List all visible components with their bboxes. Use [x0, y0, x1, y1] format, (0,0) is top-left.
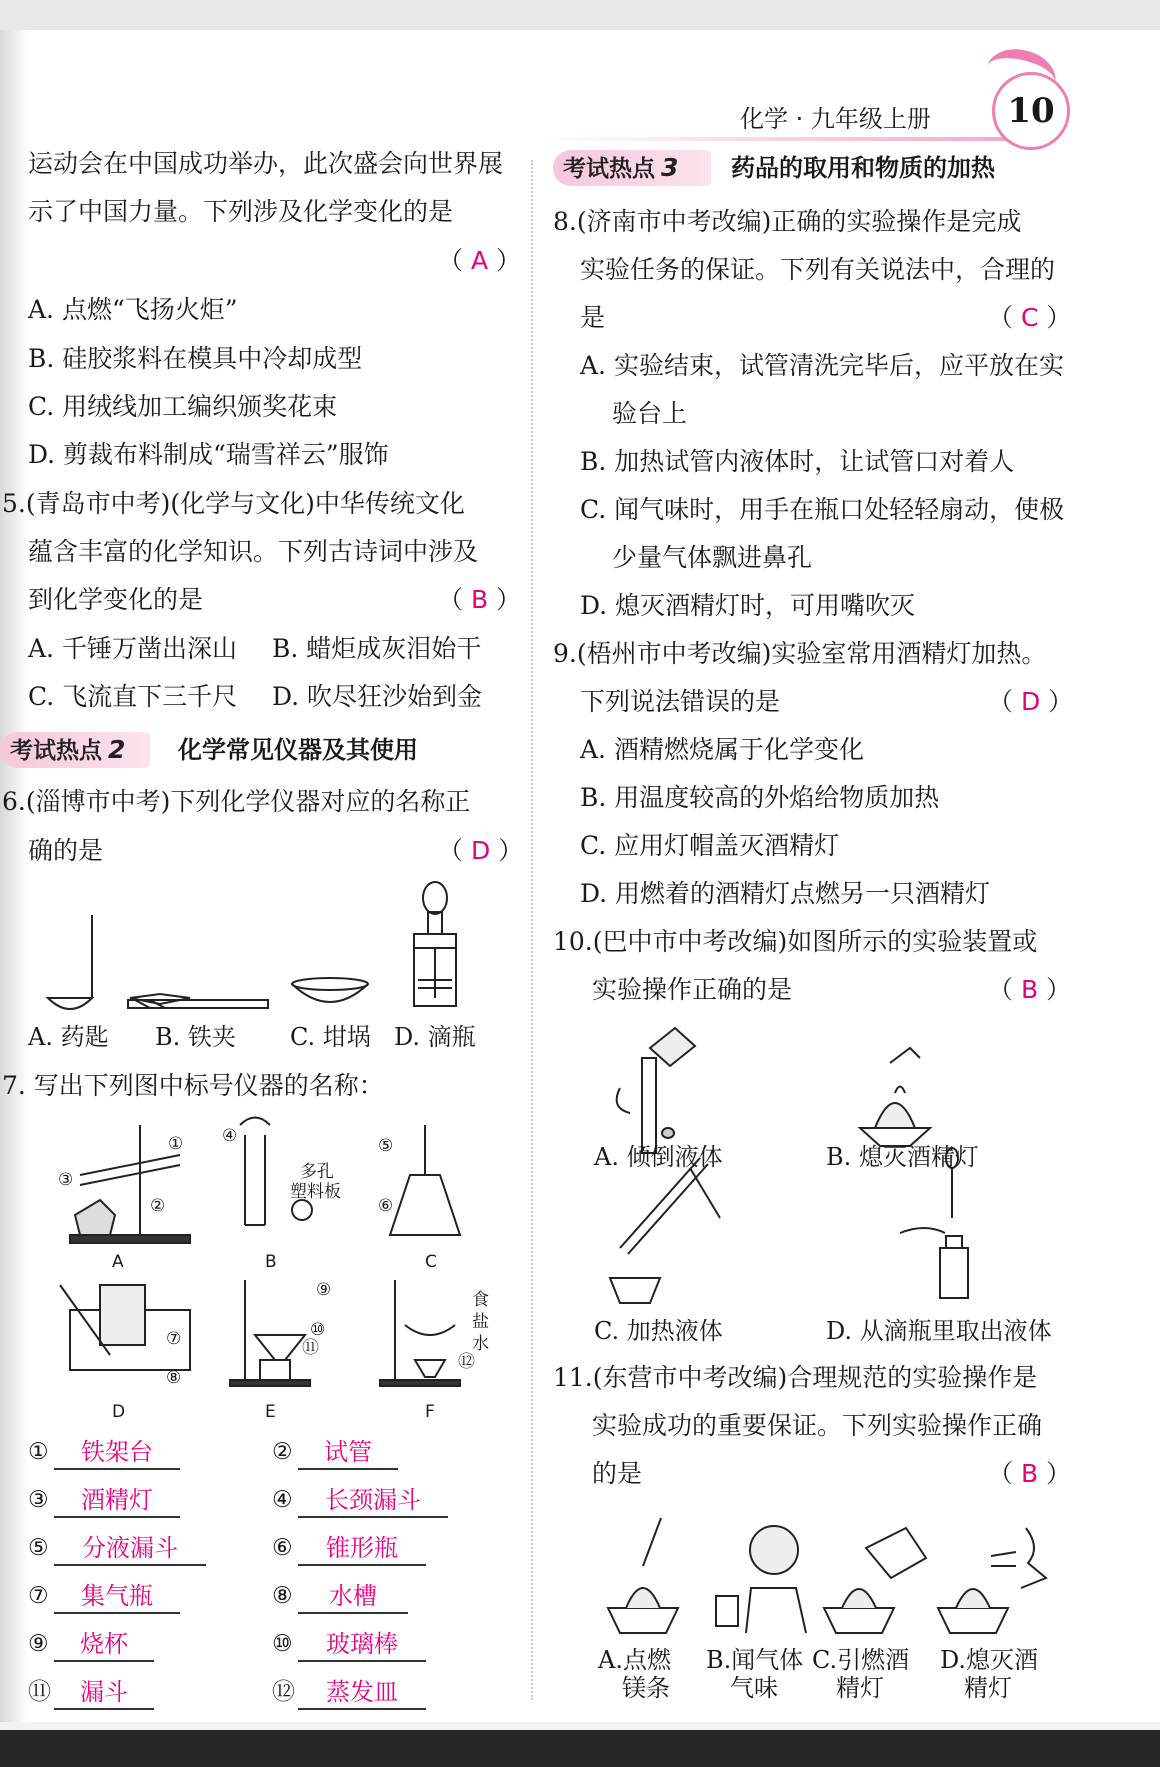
q8-answer: C — [1020, 303, 1039, 332]
q7-answer-mark-3: ③ — [28, 1487, 49, 1513]
q11-label-c-1: C.引燃酒 — [812, 1646, 910, 1674]
q7-answer-mark-5: ⑤ — [28, 1535, 49, 1561]
q11-line-2: 实验成功的重要保证。下列实验操作正确 — [592, 1411, 1043, 1440]
q9-option-d: D. 用燃着的酒精灯点燃另一只酒精灯 — [580, 879, 991, 908]
q11-label-d-1: D.熄灭酒 — [940, 1646, 1039, 1674]
q11-label-a-1: A.点燃 — [598, 1646, 671, 1674]
q7-answer-4: 长颈漏斗 — [325, 1486, 421, 1514]
section-3-badge — [553, 150, 711, 186]
q7-answer-mark-12: ⑫ — [272, 1679, 295, 1705]
q5-option-c: C. 飞流直下三千尺 — [28, 682, 238, 711]
q10-label-d: D. 从滴瓶里取出液体 — [826, 1317, 1052, 1345]
header-rule — [540, 137, 1010, 141]
q7-answer-blank-10 — [298, 1628, 426, 1662]
q5-answer: B — [470, 585, 489, 614]
q5-line-1: 5.(青岛市中考)(化学与文化)中华传统文化 — [2, 489, 465, 518]
section-3-title: 药品的取用和物质的加热 — [731, 154, 995, 182]
q7-mark-12: ⑫ — [458, 1352, 475, 1372]
q8-option-c: C. 闻气味时，用手在瓶口处轻轻扇动，使极 — [580, 495, 1065, 524]
page-shadow — [0, 30, 28, 1730]
q8-line-3: 是 — [580, 303, 606, 332]
q8-option-c-cont: 少量气体飘进鼻孔 — [612, 543, 813, 572]
q7-answer-mark-8: ⑧ — [272, 1583, 293, 1609]
q11-label-a-2: 镁条 — [622, 1674, 670, 1702]
q7-answer-blank-1 — [54, 1436, 180, 1470]
q7-mark-6: ⑥ — [378, 1196, 394, 1216]
q10-answer-bracket: （ B ） — [988, 975, 1072, 1004]
q11-label-b-2: 气味 — [730, 1674, 778, 1702]
q7-answer-10: 玻璃棒 — [326, 1630, 398, 1658]
q7-mark-1: ① — [168, 1134, 184, 1154]
q4-option-d: D. 剪裁布料制成“瑞雪祥云”服饰 — [28, 440, 389, 469]
q7-answer-11: 漏斗 — [80, 1678, 128, 1706]
top-band — [0, 0, 1160, 30]
q11-line-1: 11.(东营市中考改编)合理规范的实验操作是 — [553, 1363, 1038, 1392]
q8-line-2: 实验任务的保证。下列有关说法中，合理的 — [580, 255, 1056, 284]
q7-fig-b-text-2: 塑料板 — [290, 1182, 341, 1202]
q7-fig-letter-c: C — [425, 1252, 437, 1272]
section-3-number: 3 — [661, 153, 679, 182]
q8-option-b: B. 加热试管内液体时，让试管口对着人 — [580, 447, 1015, 476]
column-divider — [531, 160, 533, 1700]
q5-line-2: 蕴含丰富的化学知识。下列古诗词中涉及 — [28, 537, 479, 566]
q10-label-a: A. 倾倒液体 — [594, 1143, 723, 1171]
q5-option-d: D. 吹尽狂沙始到金 — [272, 682, 483, 711]
q11-line-3: 的是 — [592, 1459, 643, 1488]
section-2-number: 2 — [108, 735, 126, 764]
q10-label-b: B. 熄灭酒精灯 — [826, 1143, 979, 1171]
q6-label-a: A. 药匙 — [28, 1023, 109, 1051]
q7-answer-mark-4: ④ — [272, 1487, 293, 1513]
q11-label-b-1: B.闻气体 — [706, 1646, 804, 1674]
q5-line-3: 到化学变化的是 — [28, 585, 204, 614]
q5-option-b: B. 蜡炬成灰泪始干 — [272, 634, 482, 663]
q7-answer-blank-2 — [298, 1436, 398, 1470]
q4-line-1: 运动会在中国成功举办，此次盛会向世界展 — [28, 149, 504, 178]
q4-option-b: B. 硅胶浆料在模具中冷却成型 — [28, 344, 363, 373]
q7-answer-8: 水槽 — [329, 1582, 377, 1610]
q5-answer-bracket: （ B ） — [438, 585, 522, 614]
q4-option-a: A. 点燃“飞扬火炬” — [28, 295, 238, 324]
q7-answer-7: 集气瓶 — [81, 1582, 153, 1610]
q9-option-b: B. 用温度较高的外焰给物质加热 — [580, 783, 940, 812]
q8-option-d: D. 熄灭酒精灯时，可用嘴吹灭 — [580, 591, 916, 620]
q10-label-c: C. 加热液体 — [594, 1317, 723, 1345]
q7-answer-blank-12 — [298, 1676, 426, 1710]
q7-fig-letter-b: B — [265, 1252, 277, 1272]
q7-mark-11: ⑪ — [302, 1338, 319, 1358]
q4-answer: A — [470, 246, 489, 275]
q9-answer: D — [1020, 687, 1041, 716]
q9-line-1: 9.(梧州市中考改编)实验室常用酒精灯加热。 — [553, 639, 1047, 668]
q7-fig-letter-d: D — [112, 1402, 126, 1422]
q7-fig-f-text-3: 水 — [472, 1334, 489, 1354]
q6-answer-bracket: （ D ） — [438, 836, 524, 865]
bottom-band — [0, 1730, 1160, 1767]
q7-answer-mark-7: ⑦ — [28, 1583, 49, 1609]
q6-label-c: C. 坩埚 — [290, 1023, 371, 1051]
q6-instruments-figure — [30, 880, 510, 1020]
q5-option-a: A. 千锤万凿出深山 — [28, 634, 237, 663]
q7-mark-5: ⑤ — [378, 1136, 394, 1156]
dropper-bottle-drawing — [414, 882, 456, 1006]
q7-answer-blank-3 — [54, 1484, 180, 1518]
q7-line: 7. 写出下列图中标号仪器的名称： — [2, 1071, 384, 1100]
q7-fig-f-text-2: 盐 — [472, 1312, 489, 1332]
q9-answer-bracket: （ D ） — [988, 687, 1074, 716]
q7-answer-blank-7 — [54, 1580, 180, 1614]
q7-answer-12: 蒸发皿 — [326, 1678, 398, 1706]
q7-answer-2: 试管 — [324, 1438, 372, 1466]
clamp-drawing — [128, 994, 268, 1008]
q8-answer-bracket: （ C ） — [988, 303, 1072, 332]
q10-line-2: 实验操作正确的是 — [592, 975, 793, 1004]
q7-answer-9: 烧杯 — [80, 1630, 128, 1658]
q6-answer: D — [470, 836, 491, 865]
q4-line-2: 示了中国力量。下列涉及化学变化的是 — [28, 197, 454, 226]
section-2-title: 化学常见仪器及其使用 — [178, 736, 418, 764]
section-2-badge-text: 考试热点 — [10, 738, 102, 764]
q7-answer-mark-9: ⑨ — [28, 1631, 49, 1657]
q11-label-d-2: 精灯 — [964, 1674, 1012, 1702]
spoon-drawing — [48, 915, 92, 1009]
q4-option-c: C. 用绒线加工编织颁奖花束 — [28, 392, 338, 421]
q6-label-b: B. 铁夹 — [155, 1023, 236, 1051]
q8-option-a-cont: 验台上 — [612, 399, 688, 428]
q7-answer-blank-4 — [298, 1484, 448, 1518]
q9-line-2: 下列说法错误的是 — [580, 687, 781, 716]
page-header-title: 化学 · 九年级上册 — [740, 105, 931, 133]
q7-answer-blank-9 — [54, 1628, 154, 1662]
q6-line-1: 6.(淄博市中考)下列化学仪器对应的名称正 — [2, 787, 471, 816]
q10-answer: B — [1020, 975, 1039, 1004]
q8-option-a: A. 实验结束，试管清洗完毕后，应平放在实 — [580, 351, 1064, 380]
q7-answer-5: 分液漏斗 — [82, 1534, 178, 1562]
q7-answer-blank-8 — [298, 1580, 408, 1614]
q7-answer-1: 铁架台 — [81, 1438, 153, 1466]
q11-label-c-2: 精灯 — [836, 1674, 884, 1702]
q9-option-a: A. 酒精燃烧属于化学变化 — [580, 735, 864, 764]
crucible-drawing — [292, 978, 368, 1002]
q7-answer-mark-2: ② — [272, 1439, 293, 1465]
q7-answer-mark-11: ⑪ — [28, 1679, 51, 1705]
q7-fig-f-text-1: 食 — [472, 1290, 489, 1310]
q7-mark-2: ② — [150, 1196, 166, 1216]
page-number: 10 — [992, 72, 1070, 150]
q7-fig-letter-e: E — [265, 1402, 276, 1422]
q7-answer-mark-6: ⑥ — [272, 1535, 293, 1561]
q7-mark-3: ③ — [58, 1170, 74, 1190]
q7-answer-blank-6 — [298, 1532, 426, 1566]
q8-line-1: 8.(济南市中考改编)正确的实验操作是完成 — [553, 207, 1022, 236]
q11-answer-bracket: （ B ） — [988, 1459, 1072, 1488]
q7-mark-10: ⑩ — [310, 1320, 326, 1340]
q7-answer-mark-1: ① — [28, 1439, 49, 1465]
q7-mark-4: ④ — [222, 1126, 238, 1146]
q7-fig-b-text-1: 多孔 — [300, 1162, 334, 1182]
q7-answer-blank-5 — [54, 1532, 206, 1566]
q7-answer-mark-10: ⑩ — [272, 1631, 293, 1657]
section-3-badge-text: 考试热点 — [563, 156, 655, 182]
q7-answer-3: 酒精灯 — [81, 1486, 153, 1514]
q7-mark-9: ⑨ — [316, 1280, 332, 1300]
q7-mark-8: ⑧ — [166, 1368, 182, 1388]
q6-label-d: D. 滴瓶 — [394, 1023, 476, 1051]
section-2-badge — [0, 732, 150, 768]
q7-answer-6: 锥形瓶 — [326, 1534, 398, 1562]
q4-answer-bracket: （ A ） — [438, 246, 522, 275]
q6-line-2: 确的是 — [28, 836, 104, 865]
q9-option-c: C. 应用灯帽盖灭酒精灯 — [580, 831, 840, 860]
q7-mark-7: ⑦ — [166, 1329, 182, 1349]
q7-answer-blank-11 — [54, 1676, 154, 1710]
q10-line-1: 10.(巴中市中考改编)如图所示的实验装置或 — [553, 927, 1038, 956]
q7-fig-letter-a: A — [112, 1252, 124, 1272]
q11-answer: B — [1020, 1459, 1039, 1488]
q11-operations-figure — [596, 1508, 1066, 1638]
q7-fig-letter-f: F — [425, 1402, 435, 1422]
